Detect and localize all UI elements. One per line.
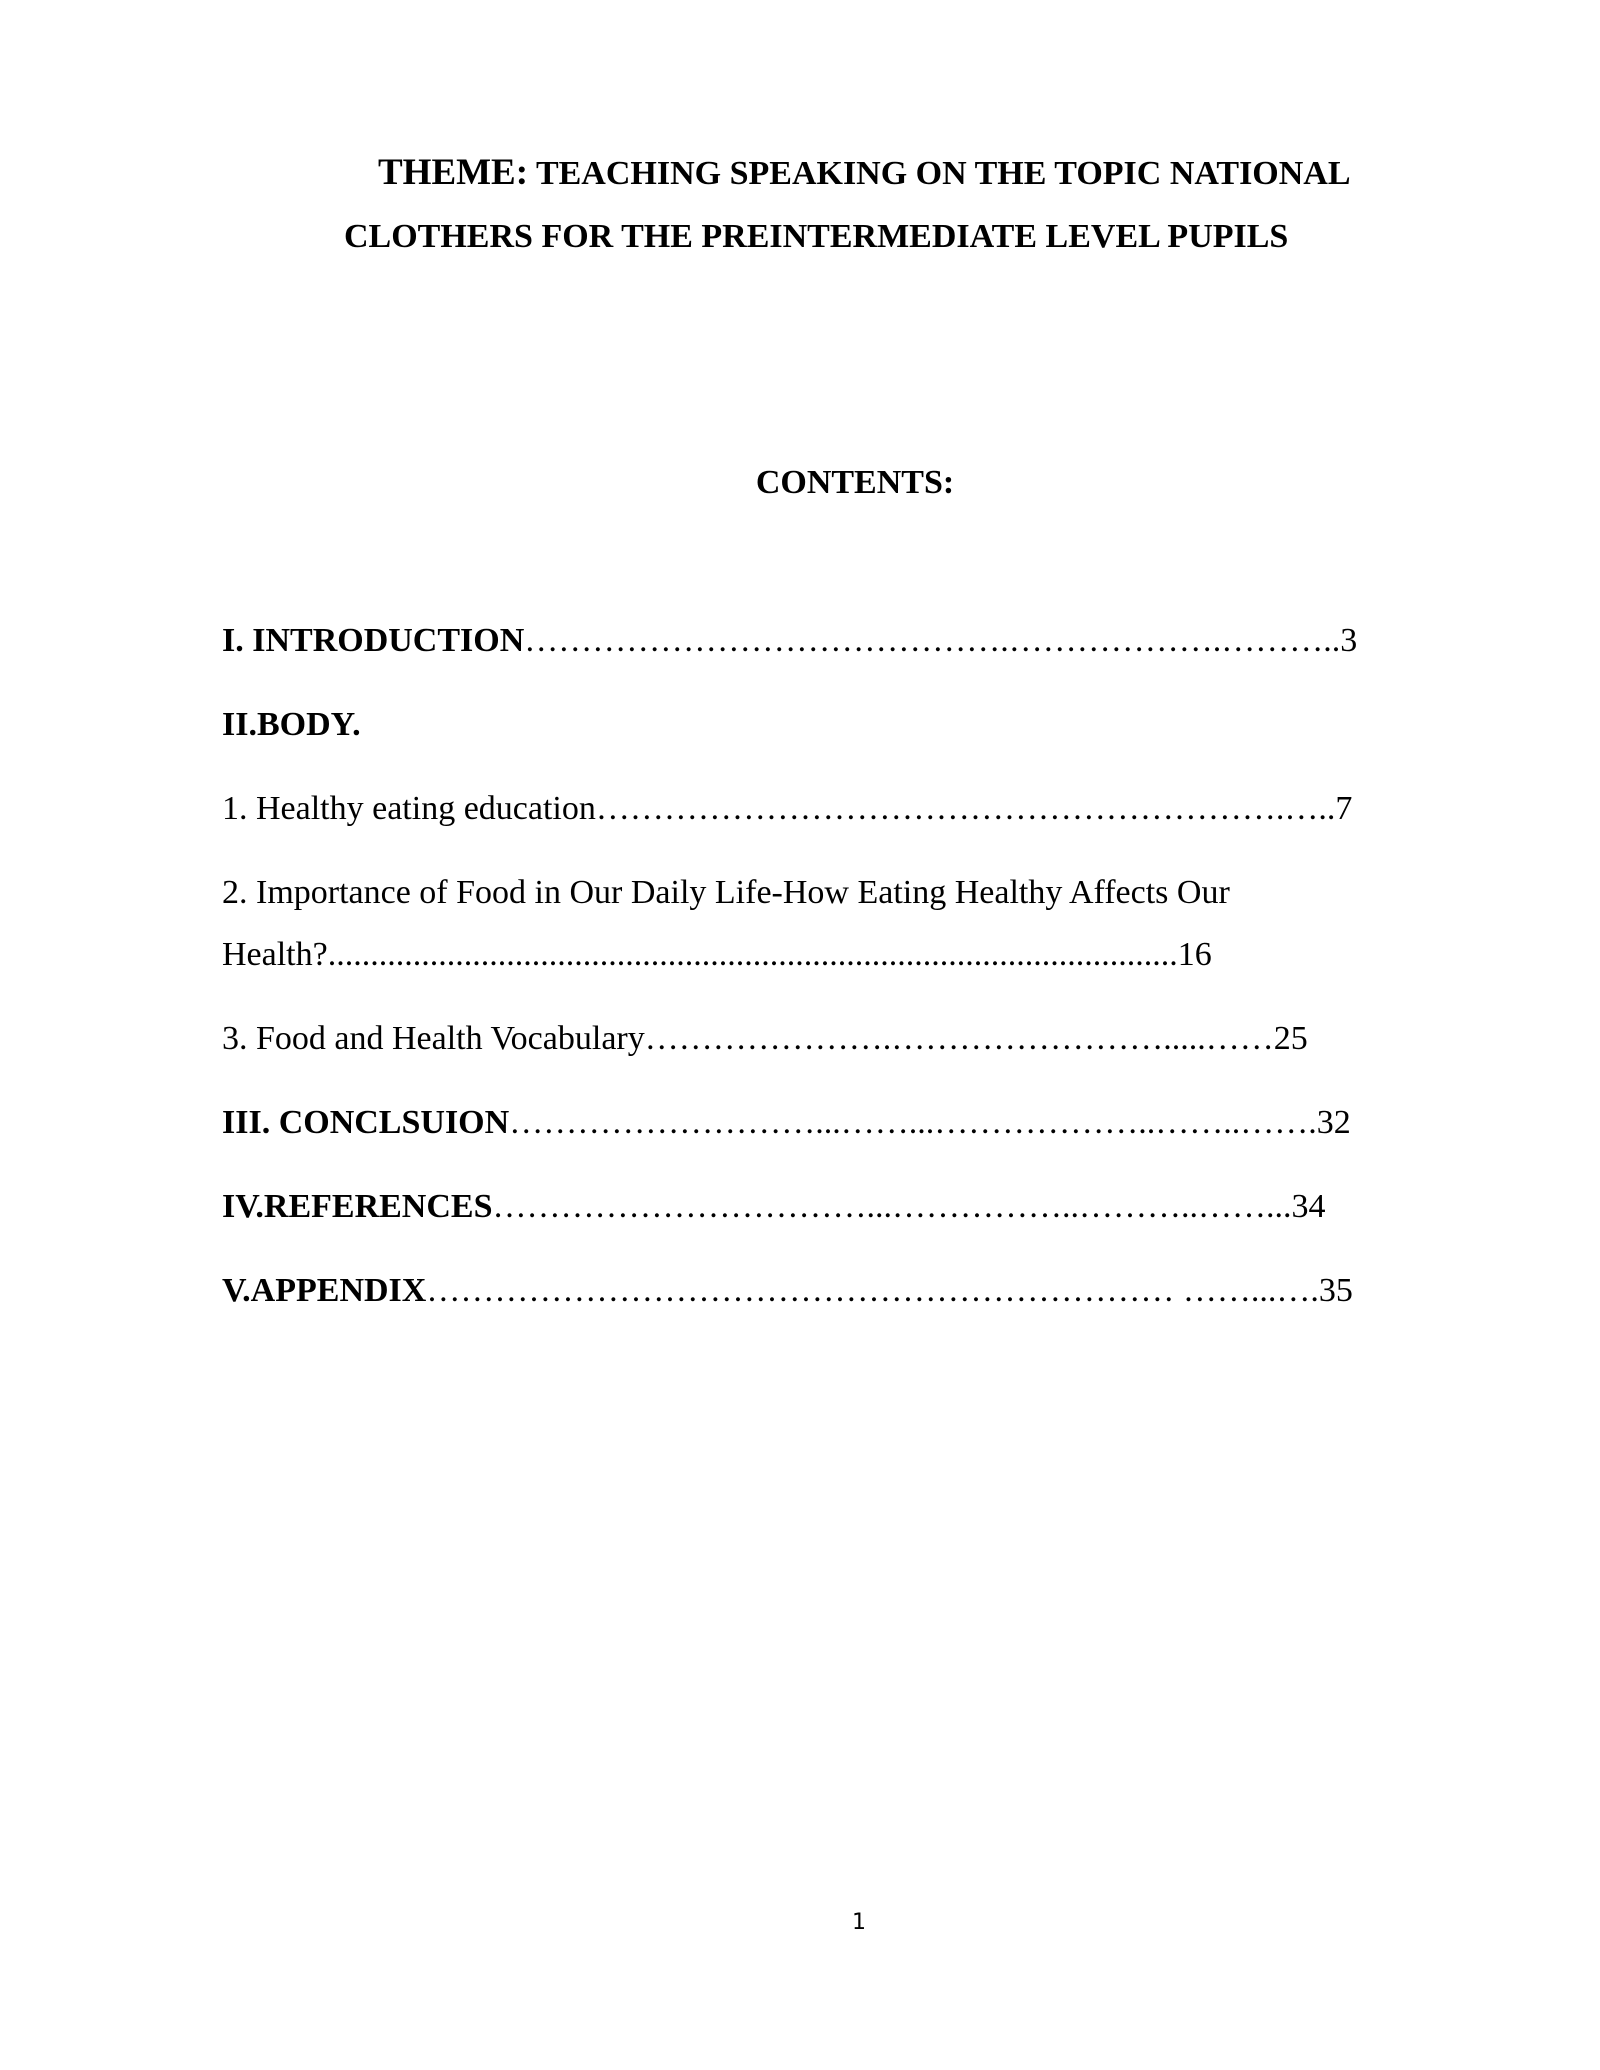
toc-page-number: 34 [1291,1188,1326,1225]
toc-leader-dots: …………………………………….……………….……….. [524,622,1341,659]
toc-label: IV.REFERENCES [222,1188,493,1225]
toc-entry-healthy-eating [222,792,1352,826]
toc-page-number: 35 [1318,1272,1353,1309]
title-line-2: CLOTHERS FOR THE PREINTERMEDIATE LEVEL PUPILS [344,218,1289,255]
toc-label: III. CONCLSUION [222,1104,510,1141]
toc-entry-introduction [222,624,1357,658]
toc-entry-conclusion [222,1106,1351,1140]
toc-label: Health? [222,936,328,973]
title-line-1-text: TEACHING SPEAKING ON THE TOPIC NATIONAL [535,155,1351,192]
toc-page-number: 25 [1273,1020,1308,1057]
toc-leader-dots: .................................................................................................... [327,936,1178,973]
toc-label: 2. Importance of Food in Our Daily Life-How Eating Healthy Affects Our [222,874,1230,911]
toc-label: I. INTRODUCTION [222,622,525,659]
toc-entry-vocabulary [222,1022,1308,1056]
toc-leader-dots: …………………………………………………….….. [595,790,1336,827]
toc-label: V.APPENDIX [222,1272,427,1309]
theme-label: THEME: [378,152,529,193]
toc-label: 3. Food and Health Vocabulary [222,1020,645,1057]
toc-entry-importance-line2 [222,938,1212,972]
toc-entry-references [222,1190,1326,1224]
toc-section-body [222,708,361,742]
toc-page-number: 3 [1340,622,1358,659]
toc-leader-dots: ………………………...……...………………..……..……. [509,1104,1317,1141]
toc-page-number: 7 [1335,790,1353,827]
toc-page-number: 16 [1177,936,1212,973]
contents-heading: CONTENTS: [755,464,955,501]
toc-leader-dots: ………………………………………………………… ……...…. [426,1272,1319,1309]
title-line-1 [378,154,1351,191]
toc-label: II.BODY. [222,706,361,743]
toc-leader-dots: ……………………………...……………..………..……... [492,1188,1292,1225]
toc-entry-appendix [222,1274,1353,1308]
toc-label: 1. Healthy eating education [222,790,596,827]
toc-page-number: 32 [1316,1104,1351,1141]
toc-leader-dots: ………………….…………………….....…… [644,1020,1274,1057]
toc-entry-importance-line1 [222,876,1230,910]
footer-page-number: 1 [852,1910,866,1935]
